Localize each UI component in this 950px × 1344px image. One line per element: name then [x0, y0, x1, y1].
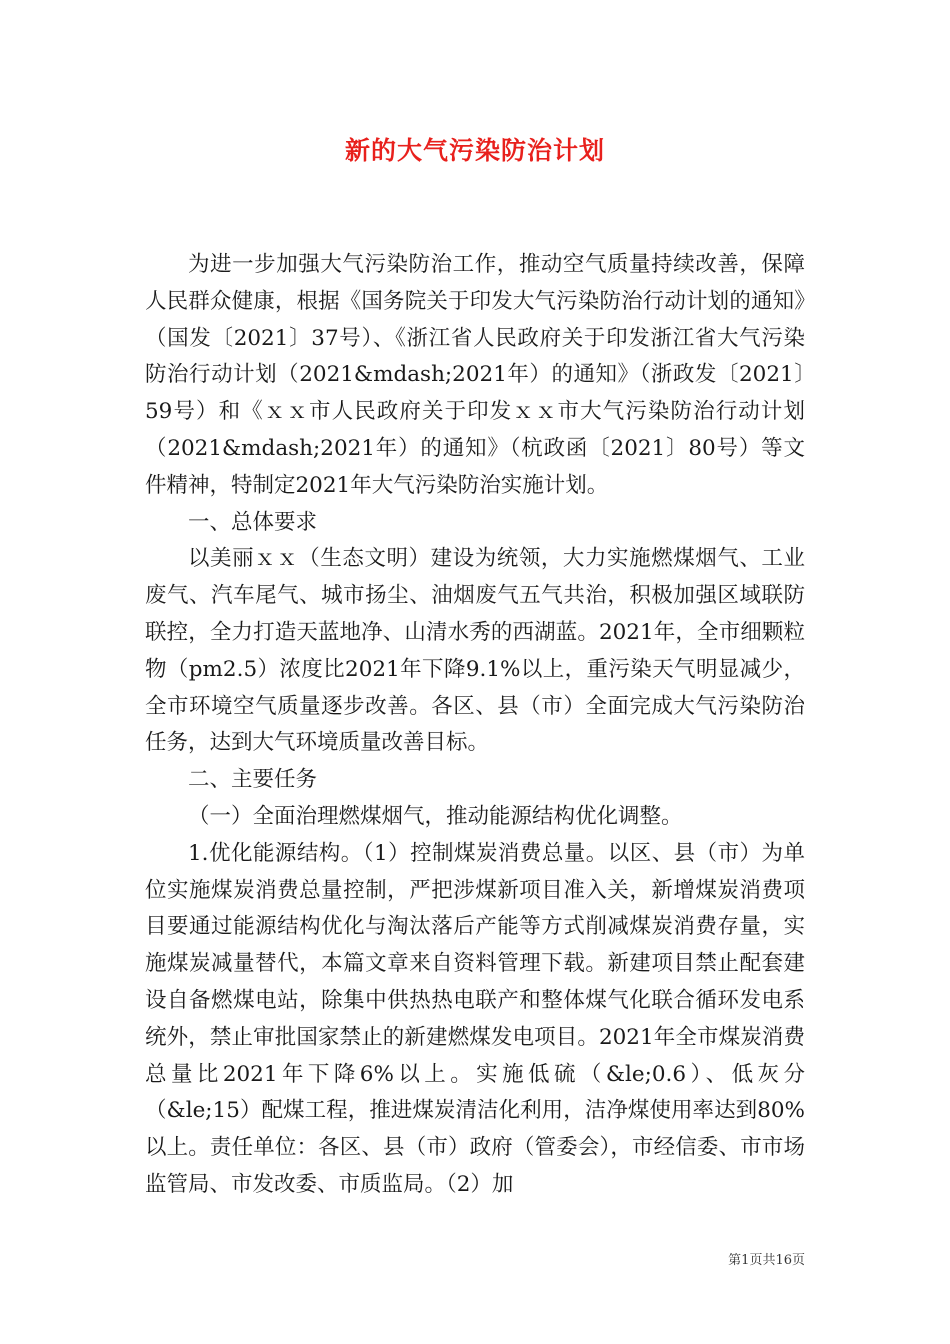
- subsection-heading-coal: （一）全面治理燃煤烟气，推动能源结构优化调整。: [188, 803, 683, 829]
- section-heading-tasks: 二、主要任务: [188, 767, 318, 793]
- intro-paragraph: 为进一步加强大气污染防治工作，推动空气质量持续改善，保障人民群众健康，根据《国务院关于印发大气污染防治行动计划的通知》（国发〔2021〕37号）、《浙江省人民政府关于印发浙江省大气污染防治行动计划（2021&mdash;2021年）的通知》（浙政发〔2021〕59号）和《ｘｘ市人民政府关于印发ｘｘ市大气污染防治行动计划（2021&mdash;2021年）的通知》（杭政函〔2021〕80号）等文件精神，特制定2021年大气污染防治实施计划。: [145, 252, 805, 498]
- page-number: 第1页共16页: [728, 1253, 805, 1268]
- energy-structure-paragraph: 1.优化能源结构。（1）控制煤炭消费总量。以区、县（市）为单位实施煤炭消费总量控制，严把涉煤新项目准入关，新增煤炭消费项目要通过能源结构优化与淘汰落后产能等方式削减煤炭消费存量，实施煤炭减量替代，本篇文章来自资料管理下载。新建项目禁止配套建设自备燃煤电站，除集中供热热电联产和整体煤气化联合循环发电系统外，禁止审批国家禁止的新建燃煤发电项目。2021年全市煤炭消费总量比2021年下降6%以上。实施低硫（&le;0.6）、低灰分（&le;15）配煤工程，推进煤炭清洁化利用，洁净煤使用率达到80%以上。责任单位：各区、县（市）政府（管委会），市经信委、市市场监管局、市发改委、市质监局。（2）加: [145, 840, 805, 1197]
- document-body: [145, 247, 805, 1204]
- general-requirements-paragraph: 以美丽ｘｘ（生态文明）建设为统领，大力实施燃煤烟气、工业废气、汽车尾气、城市扬尘、油烟废气五气共治，积极加强区域联防联控，全力打造天蓝地净、山清水秀的西湖蓝。2021年，全市细颗粒物（pm2.5）浓度比2021年下降9.1%以上，重污染天气明显减少，全市环境空气质量逐步改善。各区、县（市）全面完成大气污染防治任务，达到大气环境质量改善目标。: [145, 546, 805, 756]
- document-title: 新的大气污染防治计划: [344, 136, 605, 165]
- section-heading-general: 一、总体要求: [188, 509, 318, 535]
